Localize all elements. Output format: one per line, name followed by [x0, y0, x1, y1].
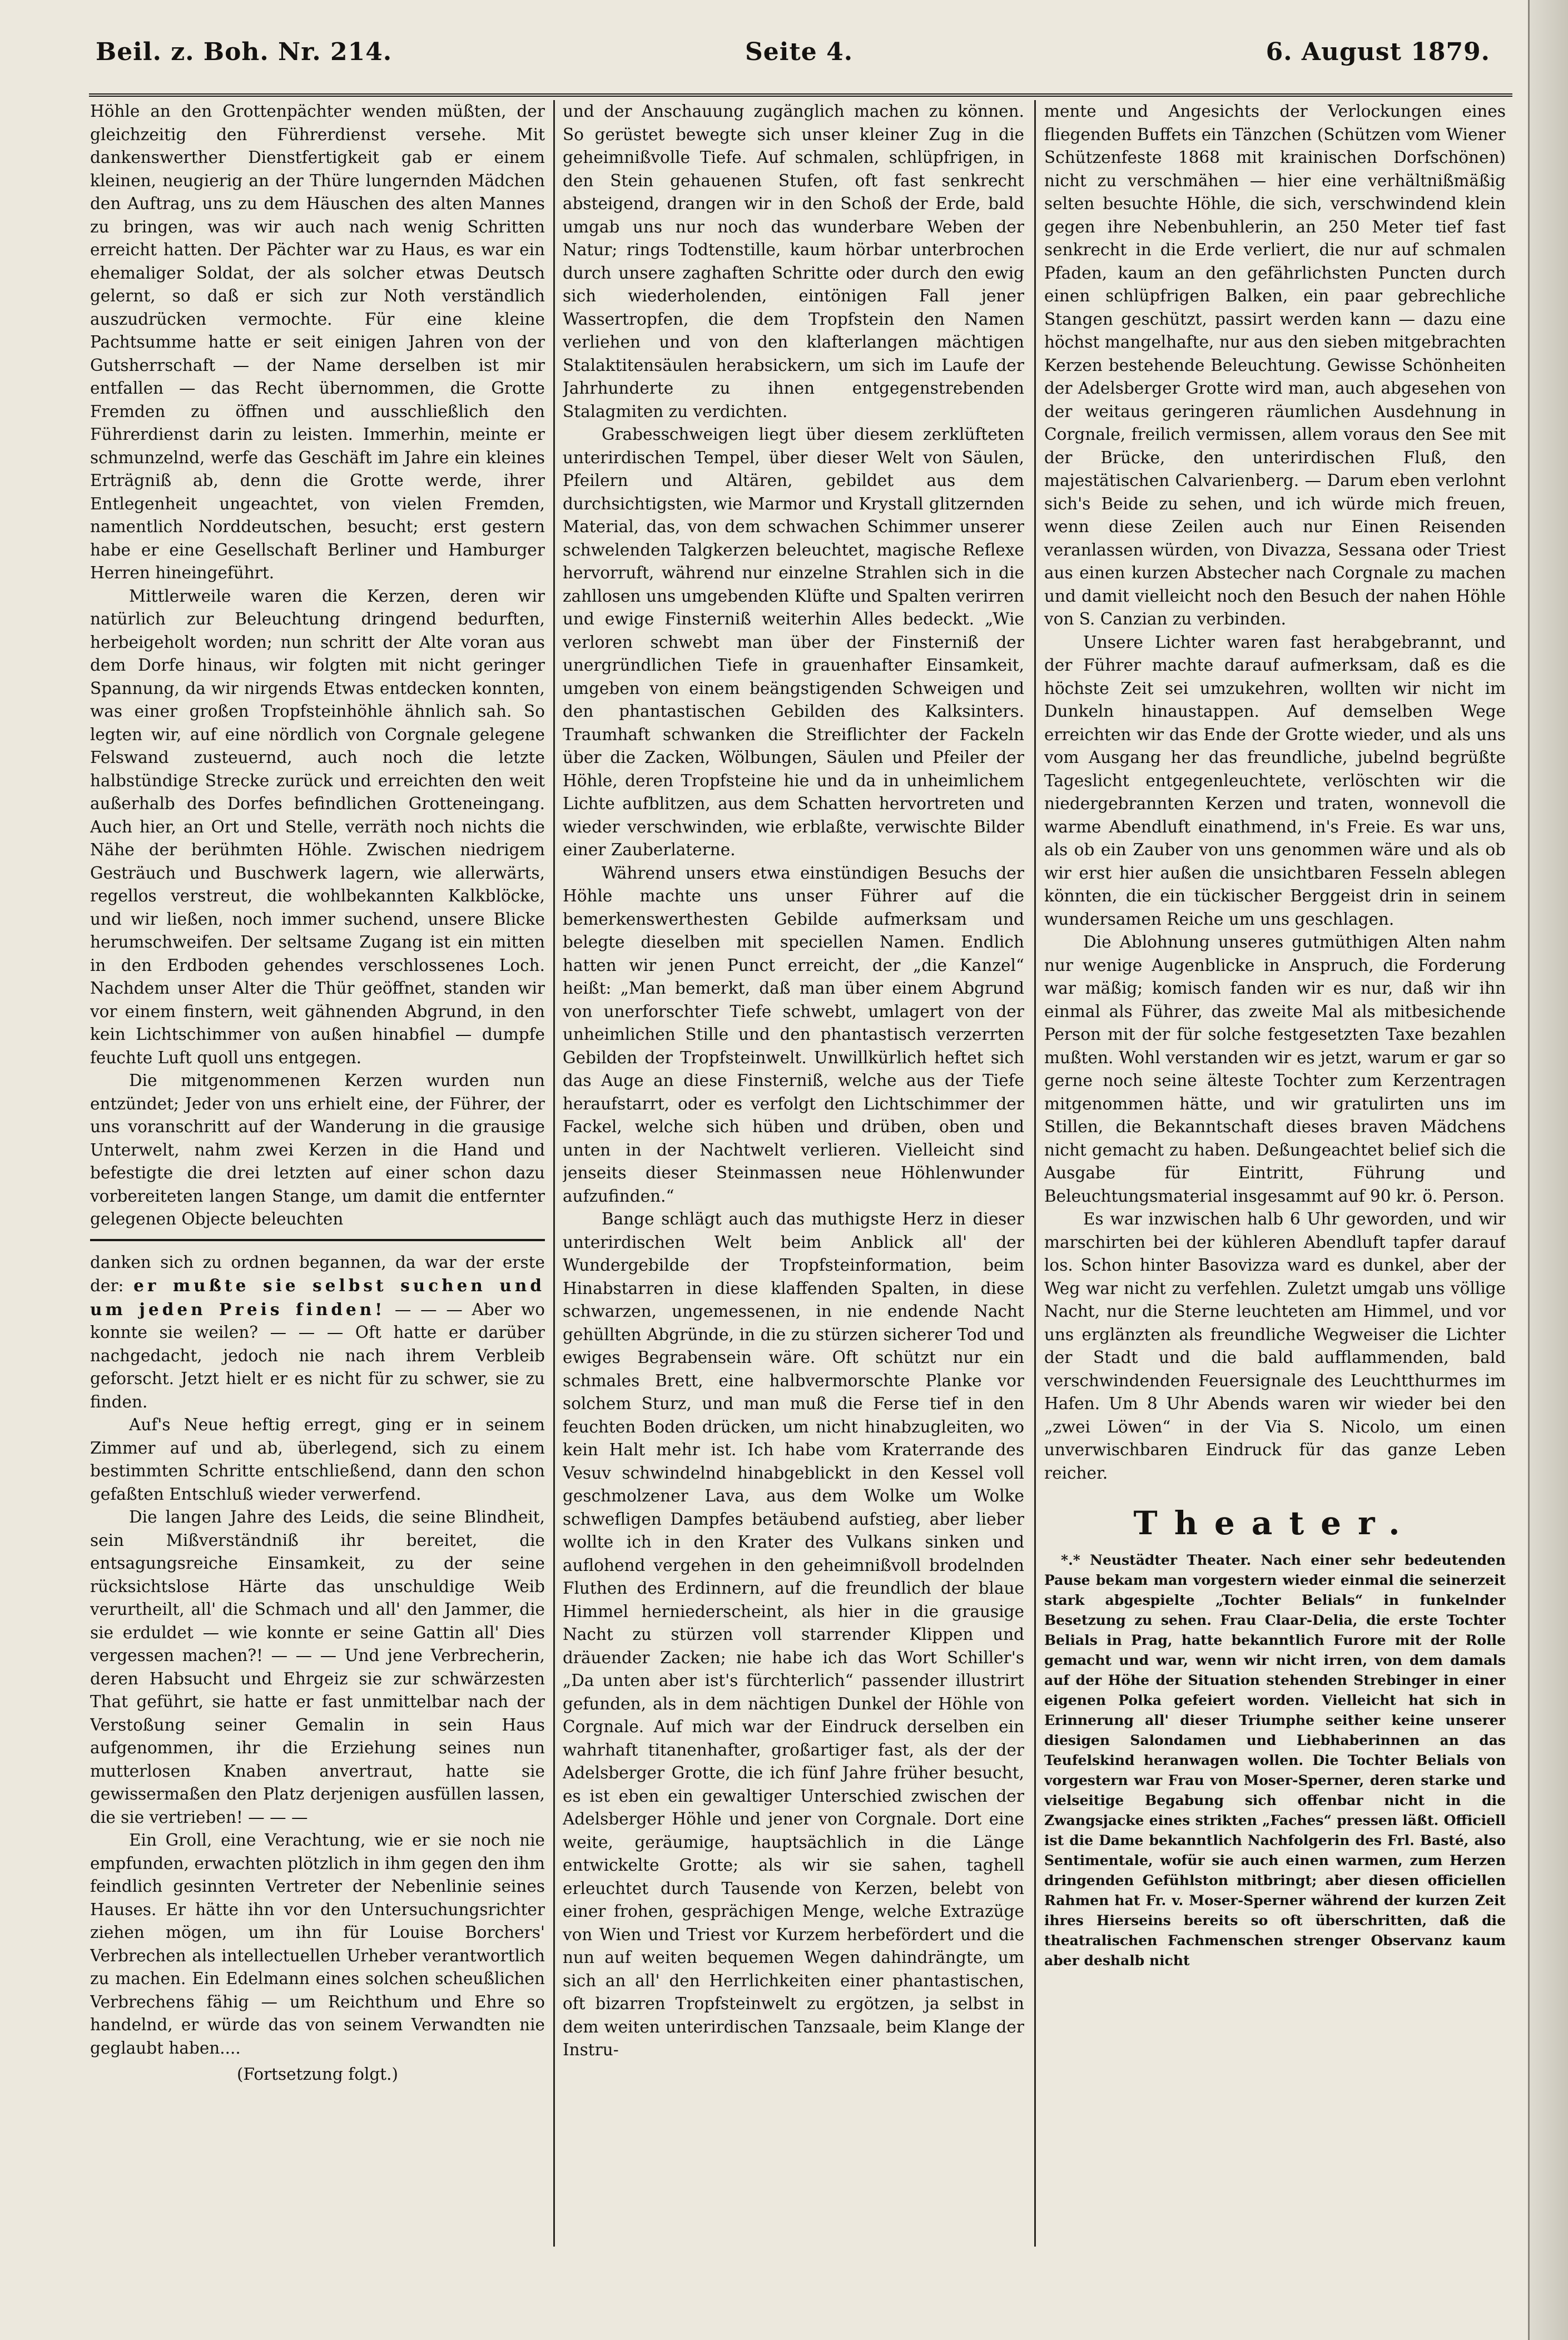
theater-section-heading: Theater. — [1133, 1504, 1417, 1542]
continuation-note: (Fortsetzung folgt.) — [236, 2065, 399, 2084]
novel-fragment: danken sich zu ordnen begannen, da war der erste der: — [90, 1252, 545, 1295]
article-paragraph: mente und Angesichts der Verlockungen eines fliegenden Buffets ein Tänzchen (Schützen vom Wiener Schützenfeste 1868 mit krainischen Dorfschönen) nicht zu verschmähen — hier eine verhältnißmäßig selten besuchte Höhle, die sich, verschwindend klein gegen ihre Nebenbuhlerin, an 250 Meter tief fast senkrecht in die Erde verliert, die nur auf schmalen Pfaden, kaum an den gefährlichsten Puncten durch einen schlüpfrigen Balken, ein paar gebrechliche Stangen geschützt, passirt werden kann — dazu eine höchst mangelhafte, nur aus den sieben mitgebrachten Kerzen bestehende Beleuchtung. Gewisse Schönheiten der Adelsberger Grotte wird man, auch abgesehen von der weitaus geringeren räumlichen Ausdehnung in Corgnale, freilich vermissen, allem voraus den See mit der Brücke, den unterirdischen Fluß, den majestätischen Calvarienberg. — Darum eben verlohnt sich's Beide zu sehen, und ich würde mich freuen, wenn diese Zeilen auch nur Einen Reisenden veranlassen würden, von Divazza, Sessana oder Triest aus einen kurzen Abstecher nach Corgnale zu machen und damit vielleicht noch den Besuch der nahen Höhle von S. Canzian zu verbinden. — [1044, 102, 1506, 628]
column-divider-1 — [553, 100, 555, 2247]
novel-fragment: — — — Aber wo konnte sie weilen? — — — Oft hatte er darüber nachgedacht, jedoch nie nach ihrem Verbleib geforscht. Jetzt hielt er es nicht für zu schwer, sie zu finden. — [90, 1300, 545, 1411]
article-paragraph: Es war inzwischen halb 6 Uhr geworden, und wir marschirten bei der kühleren Abendluft tapfer darauf los. Schon hinter Basovizza ward es dunkel, aber der Weg war nicht zu verfehlen. Zuletzt umgab uns völlige Nacht, nur die Sterne leuchteten am Himmel, und vor uns erglänzten als freundliche Wegweiser die Lichter der Stadt und die bald aufflammenden, bald verschwindenden Feuersignale des Leuchtthurmes im Hafen. Um 8 Uhr Abends waren wir wieder bei den „zwei Löwen“ in der Via S. Nicolo, um einen unverwischbaren Eindruck für das ganze Leben reicher. — [1044, 1209, 1506, 1483]
novel-paragraph: Die langen Jahre des Leids, die seine Blindheit, sein Mißverständniß ihr bereitet, die entsagungsreiche Einsamkeit, zu der seine rücksichtslose Härte das unschuldige Weib verurtheilt, all' die Schmach und all' den Jammer, die sie erduldet — wie konnte er seine Gattin all' Dies vergessen machen?! — — — Und jene Verbrecherin, deren Habsucht und Ehrgeiz sie zur schwärzesten That geführt, sie hatte er fast unmittelbar nach der Verstoßung seiner Gemalin in sein Haus aufgenommen, ihr die Erziehung seines nun mutterlosen Knaben anvertraut, hatte sie gewissermaßen den Platz derjenigen ausfüllen lassen, die sie vertrieben! — — — — [90, 1508, 545, 1827]
header-supplement-number: Beil. z. Boh. Nr. 214. — [96, 38, 393, 66]
column-3 — [1044, 100, 1506, 2252]
article-paragraph: und der Anschauung zugänglich machen zu können. So gerüstet bewegte sich unser kleiner Zug in die geheimnißvolle Tiefe. Auf schmalen, schlüpfrigen, in den Stein gehauenen Stufen, oft fast senkrecht absteigend, drangen wir in den Schoß der Erde, bald umgab uns nur noch das wunderbare Weben der Natur; rings Todtenstille, kaum hörbar unterbrochen durch unsere zaghaften Schritte oder durch den ewig sich wiederholenden, eintönigen Fall jener Wassertropfen, die dem Tropfstein den Namen verliehen und von den klafterlangen mächtigen Stalaktitensäulen herabsickern, um sich im Laufe der Jahrhunderte zu ihnen entgegenstrebenden Stalagmiten zu verdichten. — [563, 102, 1024, 421]
novel-emphasis: er mußte sie selbst suchen und um jeden Preis finden! — [90, 1276, 545, 1319]
column-divider-2 — [1034, 100, 1036, 2247]
column-1 — [90, 100, 545, 2252]
novel-paragraph — [90, 1251, 545, 1414]
article-paragraph: Bange schlägt auch das muthigste Herz in dieser unterirdischen Welt beim Anblick all' der Wundergebilde der Tropfsteinformation, beim Hinabstarren in diese klaffenden Spalten, in diese schwarzen, ungemessenen, in nie endende Nacht gehüllten Abgründe, in die zu stürzen sicherer Tod und ewiges Begrabensein wäre. Oft schützt nur ein schmales Brett, eine halbvermorschte Planke vor solchem Sturz, und man muß die Ferse tief in den feuchten Boden drücken, um nicht hinabzugleiten, wo kein Halt mehr ist. Ich habe vom Kraterrande des Vesuv schwindelnd hinabgeblickt in den Kessel voll geschmolzener Lava, aus dem Wolke um Wolke schwefligen Dampfes betäubend aufstieg, aber lieber wollte ich in den Krater des Vulkans sinken und auflohend vergehen in den geheimnißvoll brodelnden Fluthen des Erdinnern, auf die freundlich der blaue Himmel herniederscheint, als hier in die grausige Nacht zu stürzen voll starrender Klippen und dräuender Zacken; nie habe ich das Wort Schiller's „Da unten aber ist's fürchterlich“ passender illustrirt gefunden, als in dem nächtigen Dunkel der Höhle von Corgnale. Auf mich war der Eindruck derselben ein wahrhaft titanenhafter, großartiger fast, als der der Adelsberger Grotte, die ich fünf Jahre früher besucht, es ist eben ein gewaltiger Unterschied zwischen der Adelsberger Höhle und jener von Corgnale. Dort eine weite, geräumige, hauptsächlich in die Länge entwickelte Grotte; als wir sie sahen, taghell erleuchtet durch Tausende von Kerzen, belebt von einer frohen, gesprächigen Menge, welche Extrazüge von Wien und Triest vor Kurzem herbefördert und die nun auf weiten bequemen Wegen dahindrängte, um sich an all' den Herrlichkeiten einer phantastischen, oft bizarren Tropfsteinwelt zu ergötzen, ja selbst in dem weiten unterirdischen Tanzsaale, beim Klange der Instru- — [563, 1209, 1024, 2059]
article-paragraph: Grabesschweigen liegt über diesem zerklüfteten unterirdischen Tempel, über dieser Welt von Säulen, Pfeilern und Altären, gebildet aus dem durchsichtigsten, wie Marmor und Krystall glitzernden Material, das, von dem schwachen Schimmer unserer schwelenden Talgkerzen beleuchtet, magische Reflexe hervorruft, während nur einzelne Strahlen sich in die zahllosen uns umgebenden Klüfte und Spalten verirren und ewige Finsterniß weiterhin Alles bedeckt. „Wie verloren schwebt man über der Finsterniß der unergründlichen Tiefe in grauenhafter Einsamkeit, umgeben von einem beängstigenden Schweigen und den phantastischen Gebilden des Kalksinters. Traumhaft schwanken die Streiflichter der Fackeln über die Zacken, Wölbungen, Säulen und Pfeiler der Höhle, deren Tropfsteine hie und da in unheimlichem Lichte aufblitzen, aus dem Schatten hervortreten und wieder verschwinden, wie erblaßte, verwischte Bilder einer Zauberlaterne. — [563, 425, 1024, 859]
page-edge — [1528, 0, 1568, 2340]
header-date: 6. August 1879. — [1266, 38, 1490, 66]
theater-paragraph: *.* Neustädter Theater. Nach einer sehr bedeutenden Pause bekam man vorgestern wieder einmal die seinerzeit stark abgespielte „Tochter Belials“ in funkelnder Besetzung zu sehen. Frau Claar-Delia, die erste Tochter Belials in Prag, hatte bekanntlich Furore mit der Rolle gemacht und war, wenn wir nicht irren, von dem damals auf der Höhe der Situation stehenden Strebinger in einer eigenen Polka gefeiert worden. Vielleicht hat sich in Erinnerung all' dieser Triumphe seither keine unserer diesigen Salondamen und Liebhaberinnen an das Teufelskind heranwagen wollen. Die Tochter Belials von vorgestern war Frau von Moser-Sperner, deren starke und vielseitige Begabung sich offenbar nicht in die Zwangsjacke eines strikten „Faches“ pressen läßt. Officiell ist die Dame bekanntlich Nachfolgerin des Frl. Basté, also Sentimentale, wofür sie auch einen warmen, zum Herzen dringenden Gefühlston mitbringt; aber diesen officiellen Rahmen hat Fr. v. Moser-Sperner während der kurzen Zeit ihres Hierseins bereits so oft überschritten, daß die theatralischen Fachmenschen strenger Observanz kaum aber deshalb nicht — [1044, 1552, 1506, 1969]
column-2 — [563, 100, 1024, 2252]
article-paragraph: Die mitgenommenen Kerzen wurden nun entzündet; Jeder von uns erhielt eine, der Führer, der uns voranschritt auf der Wanderung in die grausige Unterwelt, nahm zwei Kerzen in die Hand und befestigte die drei letzten auf einer schon dazu vorbereiteten langen Stange, um damit die entfernter gelegenen Objecte beleuchten — [90, 1071, 545, 1228]
article-paragraph: Höhle an den Grottenpächter wenden müßten, der gleichzeitig den Führerdienst versehe. Mit dankenswerther Dienstfertigkeit gab er einem kleinen, neugierig an der Thüre lungernden Mädchen den Auftrag, uns zu dem Häuschen des alten Mannes zu bringen, was wir auch nach wenig Schritten erreicht hatten. Der Pächter war zu Haus, es war ein ehemaliger Soldat, der als solcher etwas Deutsch gelernt, so daß er sich zur Noth verständlich auszudrücken vermochte. Für eine kleine Pachtsumme hatte er seit einigen Jahren von der Gutsherrschaft — der Name derselben ist mir entfallen — das Recht übernommen, die Grotte Fremden zu öffnen und ausschließlich den Führerdienst darin zu leisten. Immerhin, meinte er schmunzelnd, werfe das Geschäft im Jahre ein kleines Erträgniß ab, denn die Grotte werde, ihrer Entlegenheit ungeachtet, von vielen Fremden, namentlich Norddeutschen, besucht; erst gestern habe er eine Gesellschaft Berliner und Hamburger Herren hineingeführt. — [90, 102, 545, 582]
article-paragraph: Während unsers etwa einstündigen Besuchs der Höhle machte uns unser Führer auf die bemerkenswerthesten Gebilde aufmerksam und belegte dieselben mit speciellen Namen. Endlich hatten wir jenen Punct erreicht, der „die Kanzel“ heißt: „Man bemerkt, daß man über einem Abgrund von unerforschter Tiefe schwebt, umlagert von der unheimlichen Stille und den phantastisch verzerrten Gebilden der Tropfsteinwelt. Unwillkürlich heftet sich das Auge an diese Finsterniß, welche aus der Tiefe heraufstarrt, oder es verfolgt den Lichtschimmer der Fackel, welche sich hüben und drüben, oben und unten in der Nachtwelt verlieren. Vielleicht sind jenseits dieser Steinmassen neue Höhlenwunder aufzufinden.“ — [563, 863, 1024, 1206]
article-paragraph: Die Ablohnung unseres gutmüthigen Alten nahm nur wenige Augenblicke in Anspruch, die Forderung war mäßig; komisch fanden wir es nur, daß wir ihn einmal als Führer, das zweite Mal als mitbesichende Person mit der für solche festgesetzten Taxe bezahlen mußten. Wohl verstanden wir es jetzt, warum er gar so gerne noch seine älteste Tochter zum Kerzentragen mitgenommen hätte, und wir gratulirten uns im Stillen, die Bekanntschaft dieses braven Mädchens nicht gemacht zu haben. Deßungeachtet belief sich die Ausgabe für Eintritt, Führung und Beleuchtungsmaterial insgesammt auf 90 kr. ö. Person. — [1044, 933, 1506, 1206]
novel-paragraph: Auf's Neue heftig erregt, ging er in seinem Zimmer auf und ab, überlegend, sich zu einem bestimmten Schritte entschließend, dann den schon gefaßten Entschluß wieder verwerfend. — [90, 1415, 545, 1504]
feuilleton-separator — [90, 1239, 545, 1241]
page-header — [89, 33, 1507, 67]
article-paragraph: Unsere Lichter waren fast herabgebrannt, und der Führer machte darauf aufmerksam, daß es die höchste Zeit sei umzukehren, wollten wir nicht im Dunkeln hinaustappen. Auf demselben Wege erreichten wir das Ende der Grotte wieder, und als uns vom Ausgang her das freundliche, jubelnd begrüßte Tageslicht entgegenleuchtete, verlöschten wir die niedergebrannten Kerzen und traten, wonnevoll die warme Abendluft einathmend, in's Freie. Es war uns, als ob ein Zauber von uns genommen wäre und als ob wir erst hier außen die unsichtbaren Fesseln ablegen könnten, die ein tückischer Berggeist drin in seinem wundersamen Reiche um uns geschlagen. — [1044, 632, 1506, 929]
theater-section — [1044, 1550, 1506, 1971]
article-paragraph: Mittlerweile waren die Kerzen, deren wir natürlich zur Beleuchtung dringend bedurften, herbeigeholt worden; nun schritt der Alte voran aus dem Dorfe hinaus, wir folgten mit nicht geringer Spannung, da wir nirgends Etwas entdecken konnten, was einer großen Tropfsteinhöhle ähnlich sah. So legten wir, auf eine nördlich von Corgnale gelegene Felswand zusteuernd, auch noch die letzte halbstündige Strecke zurück und erreichten den weit außerhalb des Dorfes befindlichen Grotteneingang. Auch hier, an Ort und Stelle, verräth noch nichts die Nähe der berühmten Höhle. Zwischen niedrigem Gesträuch und Buschwerk lagern, wie allerwärts, regellos verstreut, die wohlbekannten Kalkblöcke, und wir ließen, noch immer suchend, unsere Blicke herumschweifen. Der seltsame Zugang ist ein mitten in den Erdboden gehendes verschlossenes Loch. Nachdem unser Alter die Thür geöffnet, standen wir vor einem finstern, weit gähnenden Abgrund, in den kein Lichtschimmer von außen hinabfiel — dumpfe feuchte Luft quoll uns entgegen. — [90, 586, 545, 1067]
novel-paragraph: Ein Groll, eine Verachtung, wie er sie noch nie empfunden, erwachten plötzlich in ihm gegen den ihm feindlich gesinnten Vertreter der Nebenlinie seines Hauses. Er hätte ihn vor den Untersuchungsrichter ziehen mögen, um ihn für Louise Borchers' Verbrechen als intellectuellen Urheber verantwortlich zu machen. Ein Edelmann eines solchen scheußlichen Verbrechens fähig — um Reichthum und Ehre so handelnd, er würde das von seinem Verwandten nie geglaubt haben.... — [90, 1831, 545, 2058]
header-rule — [89, 93, 1512, 97]
header-page-number: Seite 4. — [745, 38, 854, 66]
